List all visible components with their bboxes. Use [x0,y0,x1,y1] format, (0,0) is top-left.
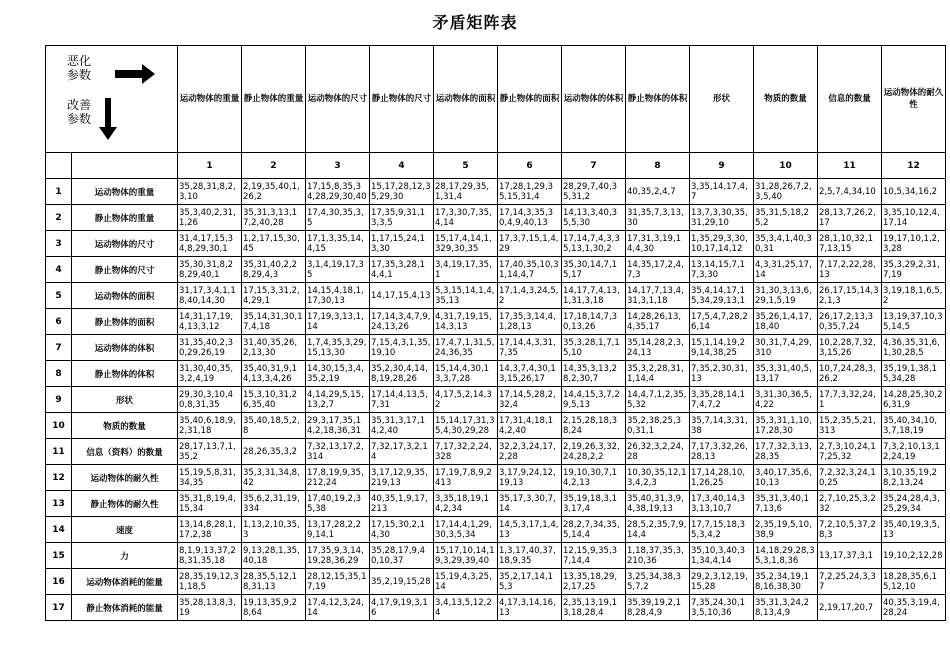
matrix-cell: 3,31,30,36,5,4,22 [754,387,818,413]
matrix-cell: 17,14,4,3,31,7,35 [498,335,562,361]
matrix-cell: 17,40,19,2,35,38 [306,491,370,517]
matrix-cell: 17,31,4,18,14,2,40 [498,413,562,439]
matrix-cell: 1,17,15,24,13,30 [370,231,434,257]
table-row [46,231,946,257]
col-number-2: 2 [242,153,306,179]
matrix-cell: 35,17,3,30,7,14 [498,491,562,517]
matrix-cell: 13,7,3,30,35,31,29,10 [690,205,754,231]
col-number-6: 6 [498,153,562,179]
matrix-cell: 28,17,13,7,1,35,2 [178,439,242,465]
matrix-cell: 14,13,3,40,35,5,30 [562,205,626,231]
matrix-cell: 3,4,19,17,35,1 [434,257,498,283]
table-row [46,517,946,543]
row-parameter-name: 运动物体的体积 [72,335,178,361]
number-row [46,153,946,179]
matrix-cell: 35,30,14,7,15,17 [562,257,626,283]
matrix-cell: 17,1,3,35,14,4,15 [306,231,370,257]
matrix-cell: 17,15,30,2,14,30 [370,517,434,543]
matrix-cell: 35,3,2,28,31,1,14,4 [626,361,690,387]
matrix-cell: 3,40,17,35,6,10,13 [754,465,818,491]
matrix-cell: 35,3,4,1,40,30,31 [754,231,818,257]
matrix-cell: 35,6,2,31,19,334 [242,491,306,517]
matrix-cell: 35,31,40,2,28,29,4,3 [242,257,306,283]
row-number: 14 [46,517,72,543]
matrix-cell: 28,13,7,26,2,17 [818,205,882,231]
matrix-cell: 1,7,4,35,3,29,15,13,30 [306,335,370,361]
col-header-9: 形状 [690,46,754,153]
matrix-cell: 10,5,34,16,2 [882,179,946,205]
matrix-cell: 35,31,5,18,25,2 [754,205,818,231]
matrix-cell: 17,5,4,7,28,26,14 [690,309,754,335]
matrix-cell: 28,5,2,35,7,9,14,4 [626,517,690,543]
col-header-10: 物质的数量 [754,46,818,153]
row-parameter-name: 运动物体消耗的能量 [72,569,178,595]
matrix-cell: 15,14,17,31,35,4,30,29,28 [434,413,498,439]
contradiction-matrix-table [45,45,946,621]
matrix-cell: 3,35,10,12,4,17,14 [882,205,946,231]
matrix-cell: 2,19,17,20,7 [818,595,882,621]
row-number: 15 [46,543,72,569]
table-row [46,361,946,387]
row-parameter-name: 静止物体消耗的能量 [72,595,178,621]
row-parameter-name: 运动物体的耐久性 [72,465,178,491]
table-row [46,413,946,439]
matrix-cell: 35,40,19,3,5,13 [882,517,946,543]
row-number: 11 [46,439,72,465]
matrix-cell: 32,2,3,24,17,2,28 [498,439,562,465]
col-header-12: 运动物体的耐久性 [882,46,946,153]
row-parameter-name: 运动物体的面积 [72,283,178,309]
matrix-cell: 17,14,4,1,29,30,3,5,34 [434,517,498,543]
matrix-cell: 1,3,17,40,37,18,9,35 [498,543,562,569]
matrix-cell: 17,7,32,3,13,28,35 [754,439,818,465]
matrix-cell: 17,3,30,7,35,4,14 [434,205,498,231]
matrix-cell: 5,3,15,14,1,4,35,13 [434,283,498,309]
matrix-cell: 14,28,26,13,4,35,17 [626,309,690,335]
matrix-cell: 19,13,35,9,28,64 [242,595,306,621]
matrix-cell: 28,26,35,3,2 [242,439,306,465]
matrix-cell: 35,31,3,24,28,13,4,9 [754,595,818,621]
matrix-cell: 7,35,2,30,31,13 [690,361,754,387]
matrix-cell: 17,40,35,10,31,14,4,7 [498,257,562,283]
matrix-body [46,46,946,621]
matrix-cell: 7,2,10,5,37,28,3 [818,517,882,543]
matrix-cell: 35,3,28,1,7,15,10 [562,335,626,361]
matrix-cell: 35,26,1,4,17,18,40 [754,309,818,335]
matrix-cell: 35,28,13,8,3,19 [178,595,242,621]
matrix-cell: 26,17,15,14,32,1,3 [818,283,882,309]
matrix-cell: 13,35,18,29,2,17,25 [562,569,626,595]
matrix-cell: 15,1,14,19,29,14,38,25 [690,335,754,361]
matrix-cell: 28,29,7,40,35,31,2 [562,179,626,205]
arrow-right-icon [115,70,143,78]
matrix-cell: 31,35,40,2,30,29,26,19 [178,335,242,361]
matrix-cell: 3,17,9,24,12,19,13 [498,465,562,491]
worsen-label [67,54,91,82]
matrix-cell: 35,31,3,17,14,2,40 [370,413,434,439]
matrix-cell: 35,19,1,38,15,34,28 [882,361,946,387]
col-number-9: 9 [690,153,754,179]
row-number: 7 [46,335,72,361]
matrix-cell: 17,35,3,14,4,1,28,13 [498,309,562,335]
table-row [46,179,946,205]
matrix-cell: 35,31,3,40,17,13,6 [754,491,818,517]
matrix-cell: 17,14,7,4,3,35,13,1,30,2 [562,231,626,257]
table-row [46,465,946,491]
matrix-cell: 19,10,30,7,14,2,13 [562,465,626,491]
matrix-cell: 17,19,3,13,1,14 [306,309,370,335]
row-parameter-name: 静止物体的重量 [72,205,178,231]
matrix-cell: 13,14,8,28,1,17,2,38 [178,517,242,543]
matrix-cell: 30,31,7,4,29,310 [754,335,818,361]
matrix-cell: 28,1,10,32,17,13,15 [818,231,882,257]
matrix-cell: 17,14,5,28,2,32,4 [498,387,562,413]
matrix-cell: 14,4,7,1,2,35,5,32 [626,387,690,413]
matrix-cell: 15,14,4,30,13,3,7,28 [434,361,498,387]
row-number: 4 [46,257,72,283]
matrix-cell: 35,40,31,9,14,13,3,4,26 [242,361,306,387]
row-number: 5 [46,283,72,309]
matrix-cell: 17,15,8,35,34,28,29,30,40 [306,179,370,205]
col-number-12: 12 [882,153,946,179]
matrix-cell: 17,7,15,18,35,3,4,2 [690,517,754,543]
matrix-cell: 4,36,35,31,6,1,30,28,5 [882,335,946,361]
matrix-cell: 14,4,15,3,7,29,5,13 [562,387,626,413]
matrix-cell: 17,4,30,35,3,5 [306,205,370,231]
matrix-cell: 3,19,18,1,6,5,2 [882,283,946,309]
matrix-cell: 15,17,4,14,1,329,30,35 [434,231,498,257]
matrix-cell: 17,4,7,1,31,5,24,36,35 [434,335,498,361]
row-parameter-name: 静止物体的尺寸 [72,257,178,283]
matrix-cell: 31,17,3,4,1,18,40,14,30 [178,283,242,309]
matrix-cell: 35,2,34,19,18,16,38,30 [754,569,818,595]
matrix-cell: 17,35,9,31,13,3,5 [370,205,434,231]
matrix-cell: 10,2,28,7,32,3,15,26 [818,335,882,361]
matrix-cell: 35,4,14,17,15,34,29,13,1 [690,283,754,309]
matrix-cell: 7,17,2,22,28,13 [818,257,882,283]
matrix-cell: 2,7,3,10,24,17,25,32 [818,439,882,465]
matrix-cell: 17,3,7,15,1,4,29 [498,231,562,257]
row-number: 9 [46,387,72,413]
matrix-cell: 35,14,31,30,17,4,18 [242,309,306,335]
matrix-cell: 7,15,4,3,1,35,19,10 [370,335,434,361]
matrix-cell: 14,17,7,13,4,31,3,1,18 [626,283,690,309]
matrix-cell: 17,7,3,32,24,1 [818,387,882,413]
table-row [46,387,946,413]
matrix-cell: 35,2,17,14,15,3 [498,569,562,595]
col-number-5: 5 [434,153,498,179]
matrix-cell: 4,17,5,2,14,32 [434,387,498,413]
row-number: 2 [46,205,72,231]
matrix-cell: 15,19,5,8,31,34,35 [178,465,242,491]
matrix-cell: 4,3,31,25,17,14 [754,257,818,283]
col-header-4: 静止物体的尺寸 [370,46,434,153]
matrix-cell: 4,14,29,5,15,13,2,7 [306,387,370,413]
matrix-cell: 3,17,12,9,35,219,13 [370,465,434,491]
matrix-cell: 2,35,19,5,10,38,9 [754,517,818,543]
table-row [46,205,946,231]
matrix-cell: 35,3,31,34,8,42 [242,465,306,491]
matrix-cell: 13,17,28,2,29,14,1 [306,517,370,543]
matrix-cell: 7,32,17,3,2,14 [370,439,434,465]
row-parameter-name: 运动物体的重量 [72,179,178,205]
page-title: 矛盾矩阵表 [432,13,518,32]
matrix-cell: 17,35,3,28,14,4,1 [370,257,434,283]
improve-line2: 参数 [67,112,92,126]
col-number-4: 4 [370,153,434,179]
matrix-cell: 15,19,4,3,25,14 [434,569,498,595]
matrix-cell: 35,3,40,2,31,1,26 [178,205,242,231]
col-header-6: 静止物体的面积 [498,46,562,153]
matrix-cell: 26,17,2,13,30,35,7,24 [818,309,882,335]
matrix-cell: 1,35,29,3,30,10,17,14,12 [690,231,754,257]
matrix-cell: 2,35,13,19,13,18,28,4 [562,595,626,621]
matrix-cell: 15,2,35,5,21,313 [818,413,882,439]
matrix-cell: 35,19,18,3,13,17,4 [562,491,626,517]
matrix-cell: 2,7,10,25,3,232 [818,491,882,517]
matrix-cell: 40,35,3,19,4,28,24 [882,595,946,621]
matrix-cell: 35,28,31,8,2,3,10 [178,179,242,205]
row-number: 17 [46,595,72,621]
matrix-cell: 17,14,3,4,7,9,24,13,26 [370,309,434,335]
matrix-cell: 7,2,25,24,3,37 [818,569,882,595]
table-row [46,335,946,361]
matrix-cell: 35,10,3,40,31,34,4,14 [690,543,754,569]
matrix-cell: 31,40,35,26,2,13,30 [242,335,306,361]
table-row [46,283,946,309]
table-row [46,543,946,569]
matrix-cell: 14,17,7,4,13,1,31,3,18 [562,283,626,309]
matrix-cell: 17,1,4,3,24,5,2 [498,283,562,309]
matrix-cell: 8,1,9,13,37,28,31,35,18 [178,543,242,569]
table-row [46,257,946,283]
row-number: 12 [46,465,72,491]
matrix-cell: 14,18,29,28,35,3,1,8,36 [754,543,818,569]
matrix-cell: 28,12,15,35,17,19 [306,569,370,595]
corner-cell [46,46,178,153]
matrix-cell: 14,30,15,3,4,35,2,19 [306,361,370,387]
col-header-8: 静止物体的体积 [626,46,690,153]
matrix-cell: 17,28,1,29,35,15,31,4 [498,179,562,205]
row-number: 10 [46,413,72,439]
matrix-cell: 12,15,9,35,37,14,4 [562,543,626,569]
col-number-1: 1 [178,153,242,179]
matrix-cell: 14,15,4,18,1,17,30,13 [306,283,370,309]
table-row [46,595,946,621]
matrix-cell: 35,40,31,3,9,4,38,19,13 [626,491,690,517]
matrix-cell: 35,2,38,25,30,31,1 [626,413,690,439]
row-parameter-name: 力 [72,543,178,569]
table-row [46,491,946,517]
col-header-2: 静止物体的重量 [242,46,306,153]
header-row [46,46,946,153]
matrix-cell: 35,24,28,4,3,25,29,34 [882,491,946,517]
row-number: 3 [46,231,72,257]
matrix-cell: 14,17,15,4,13 [370,283,434,309]
matrix-cell: 31,4,17,15,34,8,29,30,1 [178,231,242,257]
table-row [46,569,946,595]
matrix-cell: 35,40,34,10,3,7,18,19 [882,413,946,439]
matrix-cell: 4,31,7,19,15,14,3,13 [434,309,498,335]
col-number-3: 3 [306,153,370,179]
matrix-cell: 17,14,4,13,5,7,31 [370,387,434,413]
matrix-cell: 31,30,40,35,3,2,4,19 [178,361,242,387]
matrix-cell: 17,15,3,31,2,4,29,1 [242,283,306,309]
row-number: 16 [46,569,72,595]
improve-label [67,98,91,126]
matrix-cell: 3,35,28,14,17,4,7,2 [690,387,754,413]
matrix-cell: 7,35,24,30,13,5,10,36 [690,595,754,621]
matrix-cell: 15,3,10,31,26,35,40 [242,387,306,413]
matrix-cell: 14,31,17,19,4,13,3,12 [178,309,242,335]
row-number: 6 [46,309,72,335]
matrix-cell: 35,3,31,1,10,17,28,30 [754,413,818,439]
matrix-cell: 14,35,3,13,28,2,30,7 [562,361,626,387]
matrix-cell: 7,17,3,32,26,28,13 [690,439,754,465]
matrix-cell: 28,35,5,12,18,31,13 [242,569,306,595]
matrix-cell: 28,35,19,12,31,18,5 [178,569,242,595]
row-parameter-name: 形状 [72,387,178,413]
matrix-cell: 17,18,14,7,30,13,26 [562,309,626,335]
matrix-cell: 14,28,25,30,26,31,9 [882,387,946,413]
matrix-cell: 2,15,28,18,38,24 [562,413,626,439]
worsen-line2: 参数 [67,68,92,82]
row-parameter-name: 静止物体的耐久性 [72,491,178,517]
improve-line1: 改善 [67,98,92,112]
matrix-cell: 35,3,31,40,5,13,17 [754,361,818,387]
matrix-cell: 40,35,1,9,17,213 [370,491,434,517]
matrix-cell: 3,10,35,19,28,2,13,24 [882,465,946,491]
matrix-cell: 2,19,35,40,1,26,2 [242,179,306,205]
matrix-cell: 18,28,35,6,15,12,10 [882,569,946,595]
matrix-cell: 17,14,3,35,30,4,9,40,13 [498,205,562,231]
col-number-8: 8 [626,153,690,179]
col-number-7: 7 [562,153,626,179]
matrix-cell: 35,40,18,5,2,8 [242,413,306,439]
number-row-blank-2 [72,153,178,179]
matrix-cell: 7,2,32,3,24,10,25 [818,465,882,491]
row-parameter-name: 物质的数量 [72,413,178,439]
table-row [46,309,946,335]
matrix-cell: 40,35,2,4,7 [626,179,690,205]
matrix-cell: 4,17,3,14,16,13 [498,595,562,621]
matrix-cell: 3,1,4,19,17,35 [306,257,370,283]
row-number: 8 [46,361,72,387]
matrix-cell: 28,17,29,35,1,31,4 [434,179,498,205]
matrix-cell: 31,35,7,3,13,30 [626,205,690,231]
matrix-cell: 26,32,3,2,24,28 [626,439,690,465]
matrix-cell: 15,17,28,12,35,29,30 [370,179,434,205]
matrix-cell: 3,4,13,5,12,24 [434,595,498,621]
matrix-cell: 31,30,3,13,6,29,1,5,19 [754,283,818,309]
row-number: 13 [46,491,72,517]
matrix-cell: 2,5,7,4,34,10 [818,179,882,205]
col-header-7: 运动物体的体积 [562,46,626,153]
matrix-cell: 28,2,7,34,35,5,14,4 [562,517,626,543]
matrix-cell: 35,28,17,9,40,10,37 [370,543,434,569]
matrix-cell: 17,14,28,10,1,26,25 [690,465,754,491]
matrix-cell: 3,35,14,17,4,7 [690,179,754,205]
row-number: 1 [46,179,72,205]
matrix-cell: 9,13,28,1,35,40,18 [242,543,306,569]
matrix-cell: 14,3,7,4,30,13,15,26,17 [498,361,562,387]
matrix-cell: 31,28,26,7,2,3,5,40 [754,179,818,205]
matrix-cell: 35,14,28,2,3,24,13 [626,335,690,361]
matrix-cell: 35,30,31,8,28,29,40,1 [178,257,242,283]
col-header-11: 信息的数量 [818,46,882,153]
matrix-cell: 17,31,3,19,14,4,30 [626,231,690,257]
matrix-cell: 35,7,14,3,31,38 [690,413,754,439]
matrix-cell: 14,5,3,17,1,4,13 [498,517,562,543]
table-row [46,439,946,465]
matrix-cell: 17,19,7,8,9,2413 [434,465,498,491]
matrix-cell: 4,17,9,19,3,16 [370,595,434,621]
matrix-cell: 17,35,9,3,14,19,28,36,29 [306,543,370,569]
row-parameter-name: 静止物体的体积 [72,361,178,387]
row-parameter-name: 静止物体的面积 [72,309,178,335]
matrix-cell: 35,2,30,4,14,8,19,28,26 [370,361,434,387]
matrix-cell: 19,10,2,12,28 [882,543,946,569]
matrix-cell: 10,7,24,28,3,26,2 [818,361,882,387]
matrix-cell: 13,19,37,10,35,14,5 [882,309,946,335]
matrix-cell: 3,35,18,19,14,2,34 [434,491,498,517]
worsen-line1: 恶化 [67,54,92,68]
matrix-cell: 13,14,15,7,17,3,30 [690,257,754,283]
matrix-cell: 7,32,13,17,2,314 [306,439,370,465]
col-header-5: 运动物体的面积 [434,46,498,153]
matrix-cell: 10,30,35,12,13,4,2,3 [626,465,690,491]
matrix-cell: 17,3,40,14,33,13,10,7 [690,491,754,517]
col-header-1: 运动物体的重量 [178,46,242,153]
matrix-cell: 29,30,3,10,40,8,31,35 [178,387,242,413]
matrix-cell: 35,31,8,19,4,15,34 [178,491,242,517]
matrix-cell: 3,25,34,38,35,7,2 [626,569,690,595]
matrix-cell: 19,17,10,1,2,3,28 [882,231,946,257]
col-header-3: 运动物体的尺寸 [306,46,370,153]
matrix-cell: 2,19,26,3,32,24,28,2,2 [562,439,626,465]
matrix-cell: 7,17,32,2,24,328 [434,439,498,465]
matrix-cell: 1,13,2,10,35,3 [242,517,306,543]
row-parameter-name: 运动物体的尺寸 [72,231,178,257]
matrix-cell: 35,40,6,18,9,2,31,18 [178,413,242,439]
matrix-cell: 29,3,17,35,14,2,18,36,31 [306,413,370,439]
matrix-cell: 29,2,3,12,19,15,28 [690,569,754,595]
col-number-11: 11 [818,153,882,179]
matrix-cell: 1,2,17,15,30,45 [242,231,306,257]
matrix-cell: 35,3,29,2,31,7,19 [882,257,946,283]
matrix-cell: 1,18,37,35,3,210,36 [626,543,690,569]
matrix-cell: 17,8,19,9,35,212,24 [306,465,370,491]
matrix-cell: 35,2,19,15,28 [370,569,434,595]
col-number-10: 10 [754,153,818,179]
matrix-cell: 35,31,3,13,17,2,40,28 [242,205,306,231]
matrix-cell: 13,17,37,3,1 [818,543,882,569]
number-row-blank-1 [46,153,72,179]
arrow-down-icon [105,98,111,128]
matrix-cell: 17,4,12,3,24,14 [306,595,370,621]
matrix-cell: 7,3,2,10,13,12,24,19 [882,439,946,465]
matrix-cell: 14,35,17,2,4,7,3 [626,257,690,283]
matrix-cell: 35,39,19,2,18,28,4,9 [626,595,690,621]
matrix-cell: 15,17,10,14,19,3,29,39,40 [434,543,498,569]
row-parameter-name: 信息（资料）的数量 [72,439,178,465]
row-parameter-name: 速度 [72,517,178,543]
